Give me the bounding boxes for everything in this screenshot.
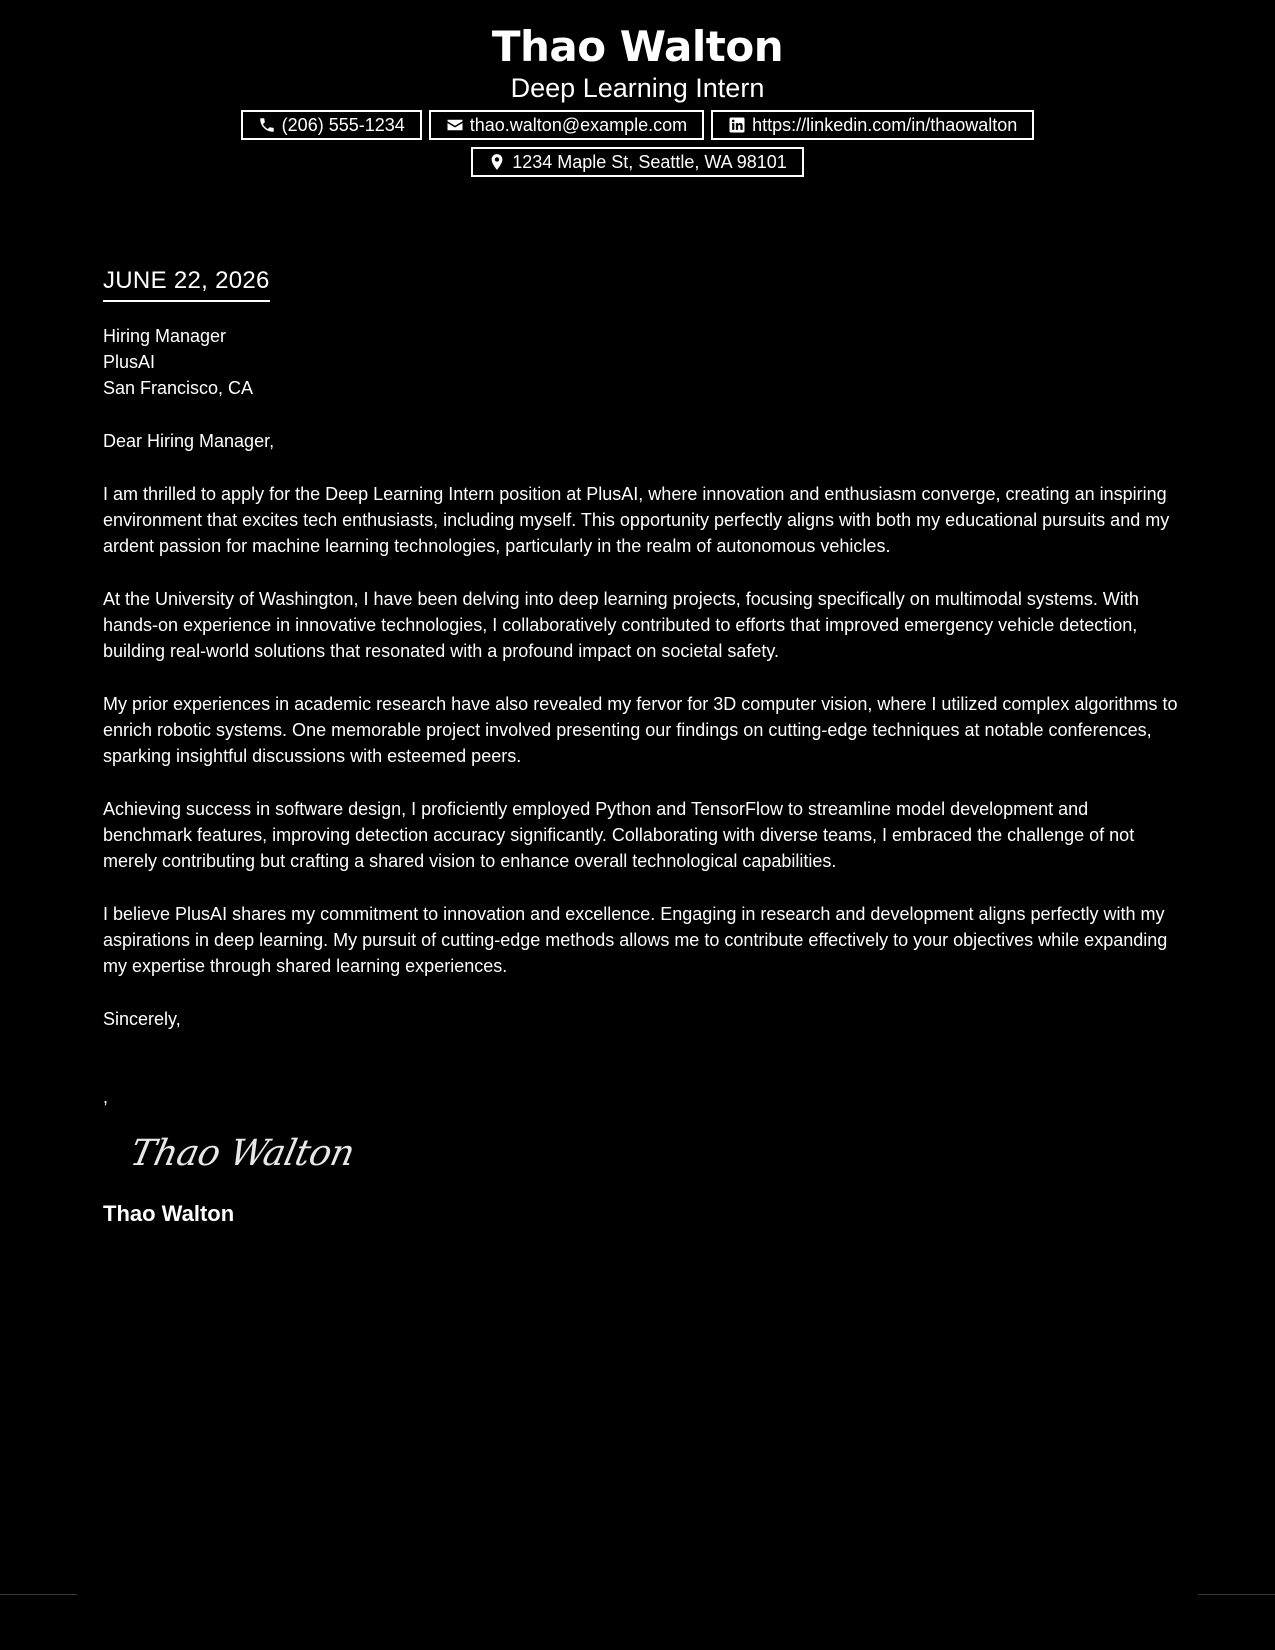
linkedin-text: https://linkedin.com/in/thaowalton — [752, 114, 1018, 135]
recipient-company: PlusAI — [103, 352, 156, 372]
paragraph: I believe PlusAI shares my commitment to innovation and excellence. Engaging in research and development aligns perfectly with my aspirations in deep learning. My pursuit of cutting-edge methods allows me to contribute effectively to your objectives while expanding my expertise through shared learning experiences. — [103, 904, 1168, 976]
address-text: 1234 Maple St, Seattle, WA 98101 — [512, 151, 787, 172]
letter-body — [103, 266, 1178, 1228]
phone-text: (206) 555-1234 — [281, 114, 405, 135]
footer-rule-left — [0, 1594, 77, 1595]
signed-name: Thao Walton — [103, 1201, 235, 1226]
contact-address[interactable] — [471, 147, 804, 177]
applicant-name: Thao Walton — [491, 22, 784, 71]
envelope-icon — [446, 116, 464, 134]
paragraph: I am thrilled to apply for the Deep Learning Intern position at PlusAI, where innovation and enthusiasm converge, creating an inspiring environment that excites tech enthusiasts, including myself. This opportunity perfectly aligns with both my educational pursuits and my ardent passion for machine learning technologies, particularly in the realm of autonomous vehicles. — [103, 484, 1170, 556]
applicant-title: Deep Learning Intern — [510, 73, 765, 103]
signature-image: Thao Walton — [126, 1133, 358, 1174]
recipient-block — [103, 323, 1178, 401]
letter-date: JUNE 22, 2026 — [103, 266, 270, 302]
paragraph: At the University of Washington, I have been delving into deep learning projects, focusing specifically on multimodal systems. With hands-on experience in innovative technologies, I collaboratively contributed to efforts that improved emergency vehicle detection, building real-world solutions that resonated with a profound impact on societal safety. — [103, 589, 1139, 661]
letter-header — [0, 22, 1275, 177]
paragraph: My prior experiences in academic research have also revealed my fervor for 3D computer vision, where I utilized complex algorithms to enrich robotic systems. One memorable project involved presenting our findings on cutting-edge techniques at notable conferences, sparking insightful discussions with esteemed peers. — [103, 694, 1178, 766]
contact-row — [0, 110, 1275, 140]
email-text: thao.walton@example.com — [469, 114, 688, 135]
recipient-title: Hiring Manager — [103, 326, 227, 346]
contact-email[interactable] — [429, 110, 704, 140]
paragraph: Achieving success in software design, I proficiently employed Python and TensorFlow to streamline model development and benchmark features, improving detection accuracy significantly. Collaborating with diverse teams, I embraced the challenge of not merely contributing but crafting a shared vision to enhance overall technological capabilities. — [103, 799, 1135, 871]
salutation: Dear Hiring Manager, — [103, 431, 275, 451]
contact-row-2 — [0, 147, 1275, 177]
closing: Sincerely, — [103, 1009, 181, 1029]
stray-comma: , — [103, 1087, 109, 1107]
recipient-location: San Francisco, CA — [103, 378, 254, 398]
linkedin-icon — [728, 116, 746, 134]
phone-icon — [258, 116, 276, 134]
contact-phone[interactable] — [241, 110, 422, 140]
map-marker-icon — [488, 153, 506, 171]
footer-rule-right — [1198, 1594, 1275, 1595]
contact-linkedin[interactable] — [711, 110, 1034, 140]
